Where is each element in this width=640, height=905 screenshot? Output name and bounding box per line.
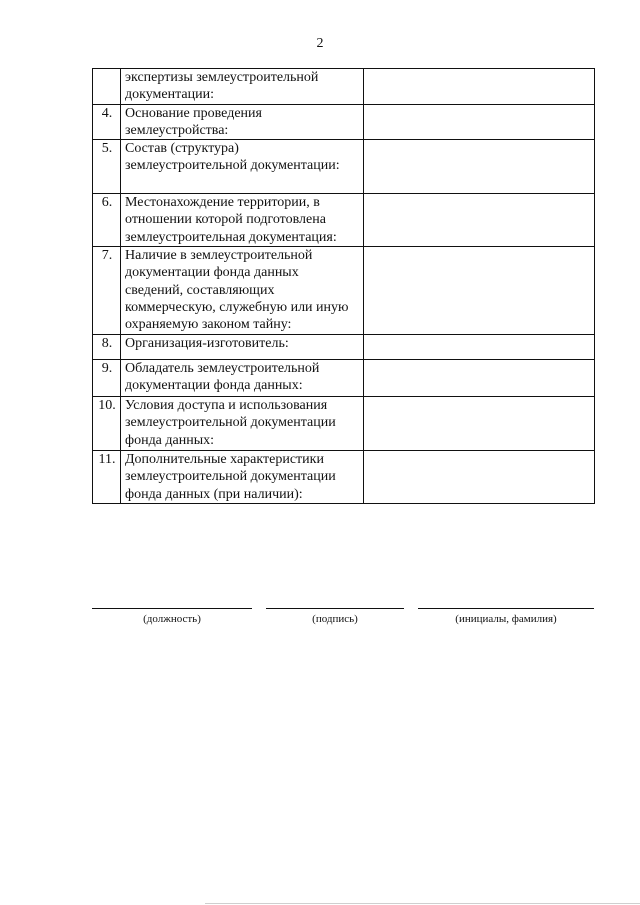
row-value[interactable]	[364, 140, 595, 194]
row-label: экспертизы землеустроительной документации:	[121, 69, 364, 105]
signature-sign-field	[266, 608, 404, 625]
signature-name-field	[418, 608, 594, 625]
row-label: Условия доступа и использования землеустроительной документации фонда данных:	[121, 397, 364, 451]
row-number: 8.	[93, 335, 121, 360]
name-line[interactable]	[418, 608, 594, 609]
table-row	[93, 397, 595, 451]
row-value[interactable]	[364, 247, 595, 335]
row-label: Местонахождение территории, в отношении которой подготовлена землеустроительная документация:	[121, 194, 364, 247]
row-number: 7.	[93, 247, 121, 335]
scan-edge-line	[205, 903, 640, 904]
row-value[interactable]	[364, 335, 595, 360]
row-number: 4.	[93, 104, 121, 140]
position-caption: (должность)	[143, 613, 201, 625]
signature-line[interactable]	[266, 608, 404, 609]
signature-caption: (подпись)	[312, 613, 358, 625]
table-row	[93, 69, 595, 105]
position-line[interactable]	[92, 608, 252, 609]
row-label: Обладатель землеустроительной документации фонда данных:	[121, 360, 364, 397]
table-row	[93, 360, 595, 397]
row-label: Состав (структура) землеустроительной документации:	[121, 140, 364, 194]
row-value[interactable]	[364, 69, 595, 105]
form-table	[92, 68, 595, 504]
row-value[interactable]	[364, 104, 595, 140]
table-row	[93, 140, 595, 194]
row-number	[93, 69, 121, 105]
row-label: Дополнительные характеристики землеустроительной документации фонда данных (при наличии):	[121, 451, 364, 504]
row-value[interactable]	[364, 451, 595, 504]
table-row	[93, 247, 595, 335]
signature-position-field	[92, 608, 252, 625]
row-label: Основание проведения землеустройства:	[121, 104, 364, 140]
page-number: 2	[316, 36, 324, 51]
row-label: Наличие в землеустроительной документации фонда данных сведений, составляющих коммерческую, служебную или иную охраняемую законом тайну:	[121, 247, 364, 335]
name-caption: (инициалы, фамилия)	[455, 613, 557, 625]
table-row	[93, 194, 595, 247]
row-number: 11.	[93, 451, 121, 504]
row-number: 10.	[93, 397, 121, 451]
row-value[interactable]	[364, 194, 595, 247]
row-number: 6.	[93, 194, 121, 247]
table-row	[93, 335, 595, 360]
row-label: Организация-изготовитель:	[121, 335, 364, 360]
row-number: 9.	[93, 360, 121, 397]
row-value[interactable]	[364, 397, 595, 451]
table-row	[93, 451, 595, 504]
row-number: 5.	[93, 140, 121, 194]
table-row	[93, 104, 595, 140]
row-value[interactable]	[364, 360, 595, 397]
